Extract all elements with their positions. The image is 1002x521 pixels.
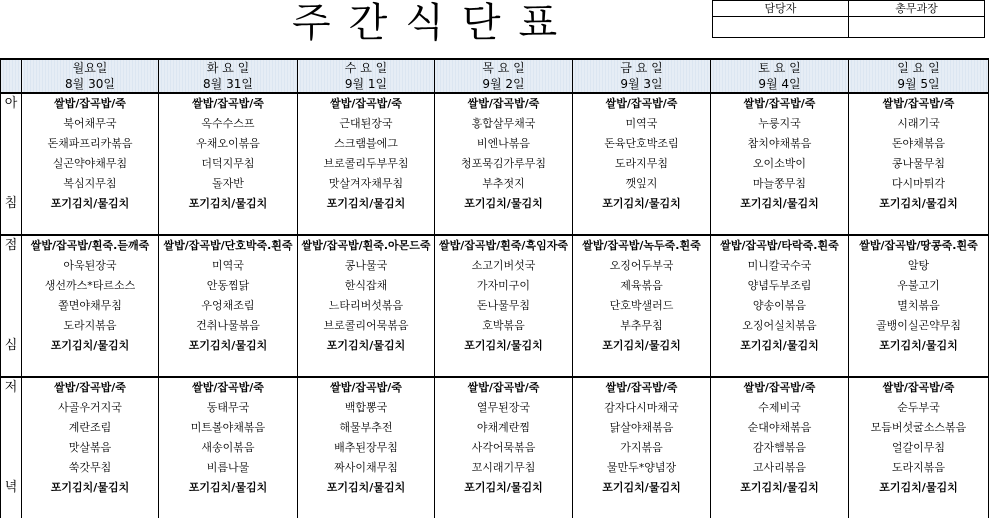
menu-cell[interactable]: 멸치볶음 (849, 296, 989, 316)
menu-cell[interactable]: 근대된장국 (298, 114, 435, 134)
menu-cell[interactable]: 알탕 (849, 256, 989, 276)
menu-cell-empty[interactable] (849, 498, 989, 518)
menu-cell[interactable]: 쌀밥/잡곡밥/죽 (298, 93, 435, 114)
menu-cell[interactable]: 미니칼국수국 (711, 256, 849, 276)
menu-cell[interactable]: 깻잎지 (573, 174, 711, 194)
day-name: 일 요 일 (849, 59, 989, 76)
menu-cell[interactable]: 생선까스*타르소스 (22, 276, 159, 296)
menu-cell[interactable]: 오이소박이 (711, 154, 849, 174)
day-name: 토 요 일 (711, 59, 849, 76)
menu-cell[interactable]: 쌀밥/잡곡밥/죽 (22, 377, 159, 398)
meal-label-spacer (1, 114, 22, 134)
header-corner (1, 76, 22, 93)
menu-cell[interactable]: 아욱된장국 (22, 256, 159, 276)
menu-cell[interactable]: 미역국 (159, 256, 298, 276)
menu-cell[interactable]: 포기김치/물김치 (711, 194, 849, 214)
menu-cell[interactable]: 실곤약야채무침 (22, 154, 159, 174)
meal-label-spacer (1, 458, 22, 478)
menu-cell[interactable]: 도라지볶음 (849, 458, 989, 478)
menu-cell-empty[interactable] (435, 356, 573, 377)
menu-cell[interactable]: 포기김치/물김치 (435, 336, 573, 356)
menu-cell[interactable]: 돈육단호박조림 (573, 134, 711, 154)
meal-label-spacer (1, 174, 22, 194)
menu-cell[interactable]: 순두부국 (849, 398, 989, 418)
menu-cell[interactable]: 복심지무침 (22, 174, 159, 194)
menu-cell[interactable]: 단호박샐러드 (573, 296, 711, 316)
menu-cell[interactable]: 돈야채볶음 (849, 134, 989, 154)
menu-cell[interactable]: 쌀밥/잡곡밥/죽 (159, 377, 298, 398)
menu-cell[interactable]: 포기김치/물김치 (298, 336, 435, 356)
approval-box (712, 0, 985, 38)
menu-cell[interactable]: 쫄면야채무침 (22, 296, 159, 316)
menu-cell[interactable]: 돈채파프리카볶음 (22, 134, 159, 154)
menu-cell[interactable]: 브로콜리두부무침 (298, 154, 435, 174)
menu-cell[interactable]: 포기김치/물김치 (159, 194, 298, 214)
menu-cell[interactable]: 쌀밥/잡곡밥/흰죽.아몬드죽 (298, 235, 435, 256)
menu-cell[interactable]: 고사리볶음 (711, 458, 849, 478)
menu-cell[interactable]: 포기김치/물김치 (711, 478, 849, 498)
menu-cell[interactable]: 맛살볶음 (22, 438, 159, 458)
menu-cell-empty[interactable] (711, 214, 849, 235)
menu-cell[interactable]: 양송이볶음 (711, 296, 849, 316)
menu-cell[interactable]: 쌀밥/잡곡밥/죽 (849, 93, 989, 114)
menu-cell[interactable]: 포기김치/물김치 (159, 478, 298, 498)
menu-cell[interactable]: 브로콜리어묵볶음 (298, 316, 435, 336)
day-date: 9월 3일 (573, 76, 711, 93)
menu-cell[interactable]: 오징어두부국 (573, 256, 711, 276)
menu-cell[interactable]: 포기김치/물김치 (849, 194, 989, 214)
menu-cell[interactable]: 물만두*양념장 (573, 458, 711, 478)
menu-cell[interactable]: 포기김치/물김치 (22, 478, 159, 498)
menu-cell[interactable]: 쌀밥/잡곡밥/타락죽.흰죽 (711, 235, 849, 256)
meal-label: 점 (1, 235, 22, 256)
day-name: 수 요 일 (298, 59, 435, 76)
meal-label-spacer (1, 214, 22, 235)
menu-cell[interactable]: 다시마튀각 (849, 174, 989, 194)
menu-cell[interactable]: 쌀밥/잡곡밥/죽 (22, 93, 159, 114)
menu-cell[interactable]: 포기김치/물김치 (435, 478, 573, 498)
day-date: 9월 4일 (711, 76, 849, 93)
day-date: 9월 5일 (849, 76, 989, 93)
menu-cell[interactable]: 양념두부조림 (711, 276, 849, 296)
menu-cell[interactable]: 시래기국 (849, 114, 989, 134)
menu-cell-empty[interactable] (573, 214, 711, 235)
menu-cell[interactable]: 부추젓지 (435, 174, 573, 194)
menu-cell[interactable]: 도라지볶음 (22, 316, 159, 336)
approval-label-chief: 총무과장 (849, 1, 985, 17)
menu-cell[interactable]: 우엉채조림 (159, 296, 298, 316)
meal-label-spacer (1, 256, 22, 276)
menu-cell[interactable]: 우불고기 (849, 276, 989, 296)
menu-cell[interactable]: 포기김치/물김치 (22, 194, 159, 214)
menu-cell[interactable]: 쌀밥/잡곡밥/죽 (573, 377, 711, 398)
menu-cell[interactable]: 한식잡채 (298, 276, 435, 296)
menu-cell[interactable]: 도라지무침 (573, 154, 711, 174)
menu-cell[interactable]: 계란조림 (22, 418, 159, 438)
day-date: 9월 1일 (298, 76, 435, 93)
menu-cell[interactable]: 쑥갓무침 (22, 458, 159, 478)
menu-cell[interactable]: 얼갈이무침 (849, 438, 989, 458)
menu-cell-empty[interactable] (435, 498, 573, 518)
meal-label-spacer (1, 134, 22, 154)
meal-label-spacer (1, 316, 22, 336)
menu-cell[interactable]: 쌀밥/잡곡밥/단호박죽.흰죽 (159, 235, 298, 256)
menu-cell[interactable]: 사각어묵볶음 (435, 438, 573, 458)
menu-cell[interactable]: 수제비국 (711, 398, 849, 418)
menu-cell[interactable]: 포기김치/물김치 (573, 478, 711, 498)
menu-cell[interactable]: 포기김치/물김치 (159, 336, 298, 356)
day-name: 목 요 일 (435, 59, 573, 76)
approval-label-manager: 담당자 (713, 1, 849, 17)
menu-cell-empty[interactable] (711, 356, 849, 377)
menu-cell[interactable]: 포기김치/물김치 (711, 336, 849, 356)
menu-cell-empty[interactable] (22, 214, 159, 235)
header-corner (1, 59, 22, 76)
approval-signature-chief[interactable] (849, 17, 985, 38)
menu-cell[interactable]: 백합뽕국 (298, 398, 435, 418)
menu-cell[interactable]: 누룽지국 (711, 114, 849, 134)
menu-cell[interactable]: 열무된장국 (435, 398, 573, 418)
menu-cell[interactable]: 쌀밥/잡곡밥/죽 (435, 377, 573, 398)
menu-cell[interactable]: 소고기버섯국 (435, 256, 573, 276)
menu-cell[interactable]: 쌀밥/잡곡밥/땅콩죽.흰죽 (849, 235, 989, 256)
menu-cell[interactable]: 쌀밥/잡곡밥/죽 (711, 377, 849, 398)
meal-label-spacer (1, 498, 22, 518)
menu-cell[interactable]: 새송이볶음 (159, 438, 298, 458)
menu-cell[interactable]: 야채계란찜 (435, 418, 573, 438)
menu-cell-empty[interactable] (573, 498, 711, 518)
menu-cell[interactable]: 우채오이볶음 (159, 134, 298, 154)
menu-cell[interactable]: 홍합살무채국 (435, 114, 573, 134)
day-date: 9월 2일 (435, 76, 573, 93)
menu-cell[interactable]: 포기김치/물김치 (849, 478, 989, 498)
menu-cell[interactable]: 콩나물국 (298, 256, 435, 276)
menu-cell-empty[interactable] (849, 214, 989, 235)
day-name: 화 요 일 (159, 59, 298, 76)
menu-cell-empty[interactable] (22, 356, 159, 377)
menu-cell[interactable]: 배추된장무침 (298, 438, 435, 458)
meal-label: 아 (1, 93, 22, 114)
menu-cell[interactable]: 쌀밥/잡곡밥/죽 (159, 93, 298, 114)
meal-label: 녁 (1, 478, 22, 498)
meal-label-spacer (1, 296, 22, 316)
menu-cell[interactable]: 쌀밥/잡곡밥/녹두죽.흰죽 (573, 235, 711, 256)
menu-cell[interactable]: 해물부추전 (298, 418, 435, 438)
meal-label-spacer (1, 154, 22, 174)
page-title: 주간식단표 (292, 0, 576, 46)
menu-cell[interactable]: 쌀밥/잡곡밥/죽 (573, 93, 711, 114)
menu-cell[interactable]: 짜사이채무침 (298, 458, 435, 478)
meal-label-spacer (1, 276, 22, 296)
menu-cell-empty[interactable] (711, 498, 849, 518)
menu-cell[interactable]: 스크램블에그 (298, 134, 435, 154)
menu-cell[interactable]: 옥수수스프 (159, 114, 298, 134)
menu-cell[interactable]: 감자햄볶음 (711, 438, 849, 458)
menu-cell[interactable]: 청포묵김가루무침 (435, 154, 573, 174)
menu-cell[interactable]: 북어채무국 (22, 114, 159, 134)
menu-cell-empty[interactable] (22, 498, 159, 518)
menu-cell[interactable]: 더덕지무침 (159, 154, 298, 174)
menu-cell[interactable]: 닭살야채볶음 (573, 418, 711, 438)
menu-cell[interactable]: 사골우거지국 (22, 398, 159, 418)
menu-cell-empty[interactable] (435, 214, 573, 235)
menu-cell[interactable]: 부추무침 (573, 316, 711, 336)
menu-cell[interactable]: 오징어실치볶음 (711, 316, 849, 336)
menu-cell-empty[interactable] (298, 214, 435, 235)
menu-cell[interactable]: 쌀밥/잡곡밥/죽 (849, 377, 989, 398)
menu-cell-empty[interactable] (298, 356, 435, 377)
menu-cell[interactable]: 느타리버섯볶음 (298, 296, 435, 316)
menu-cell[interactable]: 건취나물볶음 (159, 316, 298, 336)
menu-cell[interactable]: 꼬시래기무침 (435, 458, 573, 478)
meal-label-spacer (1, 418, 22, 438)
meal-label: 심 (1, 336, 22, 356)
menu-cell[interactable]: 포기김치/물김치 (435, 194, 573, 214)
menu-cell[interactable]: 쌀밥/잡곡밥/죽 (435, 93, 573, 114)
menu-cell[interactable]: 포기김치/물김치 (573, 336, 711, 356)
menu-cell[interactable]: 미역국 (573, 114, 711, 134)
meal-label: 침 (1, 194, 22, 214)
menu-cell[interactable]: 돌자반 (159, 174, 298, 194)
menu-cell-empty[interactable] (573, 356, 711, 377)
menu-cell[interactable]: 포기김치/물김치 (573, 194, 711, 214)
menu-cell[interactable]: 쌀밥/잡곡밥/죽 (298, 377, 435, 398)
meal-label: 저 (1, 377, 22, 398)
menu-cell[interactable]: 가자미구이 (435, 276, 573, 296)
menu-cell[interactable]: 맛살겨자채무침 (298, 174, 435, 194)
meal-label-spacer (1, 356, 22, 377)
menu-cell-empty[interactable] (849, 356, 989, 377)
menu-cell[interactable]: 동태무국 (159, 398, 298, 418)
day-date: 8월 30일 (22, 76, 159, 93)
menu-cell[interactable]: 호박볶음 (435, 316, 573, 336)
menu-cell-empty[interactable] (159, 498, 298, 518)
menu-cell-empty[interactable] (159, 214, 298, 235)
menu-cell[interactable]: 포기김치/물김치 (298, 194, 435, 214)
menu-cell[interactable]: 비엔나볶음 (435, 134, 573, 154)
menu-table (0, 58, 989, 518)
menu-cell[interactable]: 마늘쫑무침 (711, 174, 849, 194)
menu-cell[interactable]: 모듬버섯굴소스볶음 (849, 418, 989, 438)
menu-cell[interactable]: 골뱅이실곤약무침 (849, 316, 989, 336)
menu-cell[interactable]: 쌀밥/잡곡밥/흰죽/흑임자죽 (435, 235, 573, 256)
menu-cell[interactable]: 감자다시마채국 (573, 398, 711, 418)
menu-cell[interactable]: 포기김치/물김치 (22, 336, 159, 356)
menu-cell[interactable]: 미트볼야채볶음 (159, 418, 298, 438)
menu-cell[interactable]: 안동찜닭 (159, 276, 298, 296)
day-name: 금 요 일 (573, 59, 711, 76)
meal-label-spacer (1, 438, 22, 458)
menu-cell[interactable]: 돈나물무침 (435, 296, 573, 316)
menu-cell[interactable]: 포기김치/물김치 (298, 478, 435, 498)
menu-cell[interactable]: 참치야채볶음 (711, 134, 849, 154)
menu-cell-empty[interactable] (159, 356, 298, 377)
approval-signature-manager[interactable] (713, 17, 849, 38)
menu-cell[interactable]: 제육볶음 (573, 276, 711, 296)
menu-cell-empty[interactable] (298, 498, 435, 518)
menu-cell[interactable]: 콩나물무침 (849, 154, 989, 174)
menu-cell[interactable]: 쌀밥/잡곡밥/죽 (711, 93, 849, 114)
day-date: 8월 31일 (159, 76, 298, 93)
menu-cell[interactable]: 순대야채볶음 (711, 418, 849, 438)
menu-cell[interactable]: 비름나물 (159, 458, 298, 478)
menu-cell[interactable]: 포기김치/물김치 (849, 336, 989, 356)
meal-label-spacer (1, 398, 22, 418)
menu-cell[interactable]: 가지볶음 (573, 438, 711, 458)
day-name: 월요일 (22, 59, 159, 76)
menu-cell[interactable]: 쌀밥/잡곡밥/흰죽.듣깨죽 (22, 235, 159, 256)
